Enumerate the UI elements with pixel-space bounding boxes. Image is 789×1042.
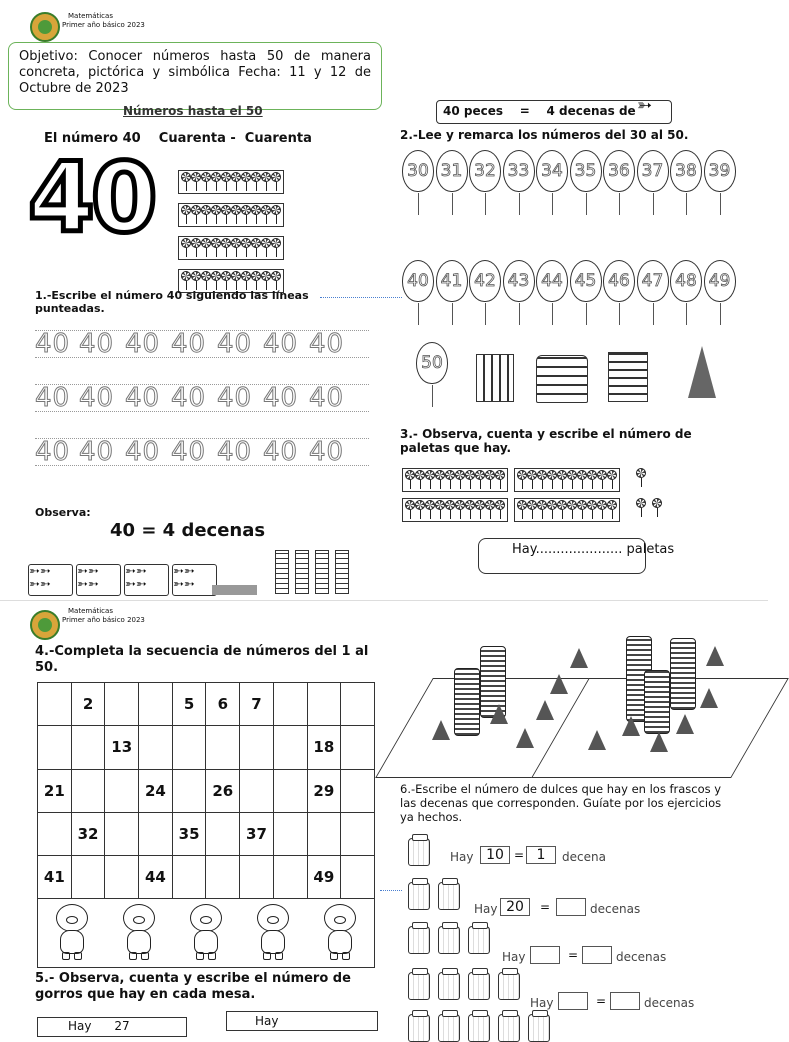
lollipop-icon xyxy=(445,500,455,520)
fish-groups xyxy=(28,564,217,596)
fish-box: ➳➳ ➳➳ xyxy=(28,564,73,596)
trace-lines xyxy=(35,330,369,466)
trace-number: 40 xyxy=(79,437,115,467)
grid-row xyxy=(38,856,375,899)
lollipop-groups xyxy=(178,170,284,293)
number-grid xyxy=(37,682,375,899)
page-divider xyxy=(0,600,768,601)
ex6-row: Hay 10 = 1 decena xyxy=(408,832,748,872)
grid-row xyxy=(38,683,375,726)
grid-cell[interactable] xyxy=(240,856,274,899)
grid-cell[interactable] xyxy=(105,812,139,855)
lollipop-icon xyxy=(405,470,415,490)
balloon-number: 33 xyxy=(503,150,535,192)
fish-box: ➳➳ ➳➳ xyxy=(124,564,169,596)
balloon-number: 49 xyxy=(704,260,736,302)
lollipop-icon xyxy=(445,470,455,490)
lollipop-group xyxy=(514,468,620,492)
lollipop-icon xyxy=(567,500,577,520)
lollipop-group xyxy=(514,498,620,522)
lollipop-icon xyxy=(587,500,597,520)
lollipop-icon xyxy=(517,500,527,520)
grid-cell[interactable] xyxy=(38,812,72,855)
grid-cell[interactable] xyxy=(307,683,341,726)
lollipop-group xyxy=(178,236,284,260)
lollipop-icon xyxy=(415,470,425,490)
lollipop-icon xyxy=(211,205,221,225)
trace-number: 40 xyxy=(35,329,71,359)
grid-cell[interactable] xyxy=(273,683,307,726)
cake-icon xyxy=(536,355,588,403)
lollipop-icon xyxy=(517,470,527,490)
lollipop-icon xyxy=(271,205,281,225)
equation: 40 = 4 decenas xyxy=(110,520,266,541)
number-title: El número 40 Cuarenta - Cuarenta xyxy=(44,131,312,146)
grid-cell[interactable] xyxy=(273,769,307,812)
lollipop-icon xyxy=(261,172,271,192)
balloon-number: 39 xyxy=(704,150,736,192)
grid-cell[interactable] xyxy=(172,856,206,899)
paletas-groups xyxy=(402,468,662,522)
grid-cell[interactable] xyxy=(172,769,206,812)
lollipop-icon xyxy=(181,238,191,258)
grid-cell[interactable] xyxy=(206,812,240,855)
lollipop-icon xyxy=(587,470,597,490)
balloon-number: 44 xyxy=(536,260,568,302)
lollipop-icon xyxy=(181,172,191,192)
lollipop-icon xyxy=(567,470,577,490)
grid-cell[interactable] xyxy=(105,683,139,726)
jar-icon xyxy=(468,972,490,1000)
tens-box[interactable] xyxy=(582,946,612,964)
grid-cell[interactable] xyxy=(273,812,307,855)
lollipop-icon xyxy=(405,500,415,520)
grid-cell: 24 xyxy=(139,769,173,812)
big-number: 40 xyxy=(28,142,154,254)
jar-icon xyxy=(408,882,430,910)
ex5-answer-box-1[interactable]: Hay 27 xyxy=(37,1017,187,1037)
fish-icon: ➳ xyxy=(637,95,653,116)
balloons-row-2 xyxy=(402,260,736,302)
lollipop-icon xyxy=(201,172,211,192)
grid-cell: 7 xyxy=(240,683,274,726)
trace-number: 40 xyxy=(217,383,253,413)
lollipop-icon xyxy=(241,205,251,225)
lollipop-icon xyxy=(485,500,495,520)
grid-cell[interactable] xyxy=(206,856,240,899)
pig-icon xyxy=(51,904,93,962)
ex1-title: 1.-Escribe el número 40 siguiendo las líneas punteadas. xyxy=(35,289,309,315)
objective-box: Objetivo: Conocer números hasta 50 de manera concreta, pictórica y simbólica Fecha: 11 y 12 de Octubre de 2023 xyxy=(8,42,382,110)
lollipop-icon xyxy=(435,500,445,520)
hat-icon xyxy=(706,646,724,666)
lollipop-icon xyxy=(241,271,251,291)
trace-number: 40 xyxy=(309,437,345,467)
hat-icon xyxy=(516,728,534,748)
balloon-number: 43 xyxy=(503,260,535,302)
header-grade: Primer año básico 2023 xyxy=(62,21,145,29)
header-subject: Matemáticas xyxy=(68,607,113,615)
hat-icon xyxy=(570,648,588,668)
balloon-number: 48 xyxy=(670,260,702,302)
trace-row xyxy=(35,438,369,466)
lollipop-group xyxy=(178,203,284,227)
grid-cell[interactable] xyxy=(341,812,375,855)
balloon-number: 30 xyxy=(402,150,434,192)
lollipop-icon xyxy=(261,271,271,291)
grid-cell[interactable] xyxy=(341,769,375,812)
trace-number: 40 xyxy=(217,437,253,467)
tens-blocks xyxy=(275,550,349,594)
lollipop-icon xyxy=(425,470,435,490)
grid-cell[interactable] xyxy=(341,856,375,899)
lollipop-icon xyxy=(181,205,191,225)
grid-cell[interactable] xyxy=(341,683,375,726)
balloon-number: 40 xyxy=(402,260,434,302)
pig-icon xyxy=(252,904,294,962)
grid-cell[interactable] xyxy=(71,769,105,812)
pig-icon xyxy=(319,904,361,962)
grid-cell: 21 xyxy=(38,769,72,812)
lollipop-icon xyxy=(211,172,221,192)
hat-icon xyxy=(536,700,554,720)
school-logo-icon xyxy=(30,610,60,640)
hat-icon xyxy=(700,688,718,708)
lollipop-icon xyxy=(607,470,617,490)
tens-box[interactable] xyxy=(556,898,586,916)
fish-box: ➳➳ ➳➳ xyxy=(76,564,121,596)
balloon-number: 45 xyxy=(570,260,602,302)
balloon-number: 31 xyxy=(436,150,468,192)
trace-number: 40 xyxy=(217,329,253,359)
lollipop-icon xyxy=(261,205,271,225)
lollipop-icon xyxy=(231,238,241,258)
count-box[interactable]: 10 xyxy=(480,846,510,864)
lollipop-icon xyxy=(577,470,587,490)
trace-number: 40 xyxy=(125,383,161,413)
balloon-number: 42 xyxy=(469,260,501,302)
hat-icon xyxy=(650,732,668,752)
grid-cell: 49 xyxy=(307,856,341,899)
lollipop-icon xyxy=(241,172,251,192)
grid-cell: 29 xyxy=(307,769,341,812)
balloons-row-1 xyxy=(402,150,736,192)
grid-cell[interactable] xyxy=(273,726,307,769)
grid-cell[interactable] xyxy=(139,726,173,769)
lollipop-icon xyxy=(547,470,557,490)
trace-number: 40 xyxy=(125,329,161,359)
grid-cell: 44 xyxy=(139,856,173,899)
trace-number: 40 xyxy=(171,437,207,467)
lollipop-icon xyxy=(485,470,495,490)
grid-cell: 41 xyxy=(38,856,72,899)
hat-icon xyxy=(622,716,640,736)
lollipop-icon xyxy=(191,238,201,258)
grid-cell[interactable] xyxy=(139,812,173,855)
lollipop-icon xyxy=(607,500,617,520)
grid-cell[interactable] xyxy=(38,683,72,726)
lollipop-group xyxy=(402,468,508,492)
grid-cell: 2 xyxy=(71,683,105,726)
grid-cell: 5 xyxy=(172,683,206,726)
lollipop-icon xyxy=(271,271,281,291)
lollipop-icon xyxy=(251,172,261,192)
lollipop-icon xyxy=(191,172,201,192)
jar-icon xyxy=(408,1014,430,1042)
ex6-row: Hay 20 = decenas xyxy=(408,872,748,916)
pigs-row xyxy=(37,898,375,968)
hat-icon xyxy=(490,704,508,724)
balloon-50: 50 xyxy=(416,342,448,384)
lollipop-icon xyxy=(221,238,231,258)
fish-box: ➳➳ ➳➳ xyxy=(172,564,217,596)
party-hat-icon xyxy=(688,346,716,398)
jar-icon xyxy=(468,1014,490,1042)
dotted-connector xyxy=(320,297,402,298)
hat-icon xyxy=(432,720,450,740)
jar-icon xyxy=(528,1014,550,1042)
lollipop-icon xyxy=(527,500,537,520)
balloon-number: 32 xyxy=(469,150,501,192)
balloon-number: 36 xyxy=(603,150,635,192)
trace-number: 40 xyxy=(309,383,345,413)
lollipop-icon xyxy=(425,500,435,520)
grid-cell: 37 xyxy=(240,812,274,855)
count-box[interactable] xyxy=(558,992,588,1010)
ex6-title: 6.-Escribe el número de dulces que hay en los frascos y las decenas que corresponden. Guíate por los ejercicios ya hechos. xyxy=(400,782,722,824)
grid-cell: 26 xyxy=(206,769,240,812)
lollipop-icon xyxy=(577,500,587,520)
grid-cell[interactable] xyxy=(172,726,206,769)
lollipop-icon xyxy=(201,271,211,291)
lollipop-icon xyxy=(191,271,201,291)
lollipop-icon xyxy=(495,500,505,520)
ex5-title: 5.- Observa, cuenta y escribe el número de gorros que hay en cada mesa. xyxy=(35,971,351,1002)
subtitle: Números hasta el 50 xyxy=(123,104,263,118)
lollipop-group xyxy=(402,498,508,522)
school-logo-icon xyxy=(30,12,60,42)
lollipop-icon xyxy=(557,500,567,520)
observa-label: Observa: xyxy=(35,506,91,519)
lollipop-icon xyxy=(211,271,221,291)
grid-cell: 35 xyxy=(172,812,206,855)
lollipop-icon xyxy=(527,470,537,490)
fish-sentence: 40 peces = 4 decenas de xyxy=(443,104,636,118)
trace-number: 40 xyxy=(171,383,207,413)
balloon-number: 46 xyxy=(603,260,635,302)
lollipop-icon xyxy=(181,271,191,291)
lollipop-icon xyxy=(201,238,211,258)
ex2-title: 2.-Lee y remarca los números del 30 al 50. xyxy=(400,128,689,142)
trace-number: 40 xyxy=(263,383,299,413)
pig-icon xyxy=(185,904,227,962)
lollipop-icon xyxy=(191,205,201,225)
lollipop-icon xyxy=(475,500,485,520)
grid-cell: 32 xyxy=(71,812,105,855)
lollipop-icon xyxy=(271,238,281,258)
grid-cell[interactable] xyxy=(105,856,139,899)
grid-cell[interactable] xyxy=(105,769,139,812)
jar-icon xyxy=(438,972,460,1000)
lollipop-icon xyxy=(261,238,271,258)
dotted-connector xyxy=(380,890,402,891)
grid-cell: 6 xyxy=(206,683,240,726)
lollipop-icon xyxy=(547,500,557,520)
lollipop-icon xyxy=(557,470,567,490)
lollipop-icon xyxy=(231,172,241,192)
balloon-number: 47 xyxy=(637,260,669,302)
trace-number: 40 xyxy=(309,329,345,359)
lollipop-icon xyxy=(537,470,547,490)
lollipop-icon xyxy=(475,470,485,490)
trace-row xyxy=(35,384,369,412)
jar-icon xyxy=(408,926,430,954)
balloon-number: 38 xyxy=(670,150,702,192)
grid-cell[interactable] xyxy=(240,769,274,812)
lollipop-icon xyxy=(435,470,445,490)
ex6-row: Hay = decenas xyxy=(408,966,748,1010)
lollipop-icon xyxy=(455,500,465,520)
ex6-row-partial xyxy=(408,1014,550,1042)
lollipop-icon xyxy=(231,271,241,291)
lollipop-icon xyxy=(537,500,547,520)
tens-box[interactable] xyxy=(610,992,640,1010)
balloon-number: 34 xyxy=(536,150,568,192)
lollipop-icon xyxy=(251,205,261,225)
lollipop-icon xyxy=(221,172,231,192)
jar-icon xyxy=(408,838,430,866)
hat-icon xyxy=(588,730,606,750)
grid-cell[interactable] xyxy=(71,726,105,769)
count-box[interactable] xyxy=(530,946,560,964)
jar-icon xyxy=(408,972,430,1000)
grid-cell[interactable] xyxy=(38,726,72,769)
grid-cell[interactable] xyxy=(341,726,375,769)
tables-with-hats xyxy=(400,628,762,780)
ex6-row: Hay = decenas xyxy=(408,920,748,964)
grid-cell: 13 xyxy=(105,726,139,769)
pig-icon xyxy=(118,904,160,962)
lollipop-icon xyxy=(221,271,231,291)
trace-row xyxy=(35,330,369,358)
jar-icon xyxy=(438,1014,460,1042)
lollipop-icon xyxy=(271,172,281,192)
jar-icon xyxy=(438,882,460,910)
lollipop-icon xyxy=(251,238,261,258)
header-grade: Primer año básico 2023 xyxy=(62,616,145,624)
trace-number: 40 xyxy=(79,329,115,359)
ex5-answer-box-2[interactable]: Hay xyxy=(226,1011,378,1031)
trace-number: 40 xyxy=(35,437,71,467)
trace-number: 40 xyxy=(263,437,299,467)
lollipop-icon xyxy=(221,205,231,225)
lollipop-icon xyxy=(495,470,505,490)
jar-icon xyxy=(498,1014,520,1042)
lollipop-icon xyxy=(455,470,465,490)
grid-cell[interactable] xyxy=(273,856,307,899)
grid-cell[interactable] xyxy=(307,812,341,855)
jar-icon xyxy=(498,972,520,1000)
lollipop-icon xyxy=(251,271,261,291)
grid-cell[interactable] xyxy=(139,683,173,726)
trace-number: 40 xyxy=(263,329,299,359)
grid-row xyxy=(38,812,375,855)
jar-icon xyxy=(438,926,460,954)
balloon-number: 37 xyxy=(637,150,669,192)
grid-cell[interactable] xyxy=(206,726,240,769)
tens-box[interactable]: 1 xyxy=(526,846,556,864)
lollipop-icon xyxy=(597,500,607,520)
lollipop-icon xyxy=(211,238,221,258)
hat-icon xyxy=(550,674,568,694)
grid-cell[interactable] xyxy=(71,856,105,899)
trace-number: 40 xyxy=(125,437,161,467)
gift-icon xyxy=(476,354,514,402)
ex4-title: 4.-Completa la secuencia de números del 1 al 50. xyxy=(35,644,369,675)
lollipop-icon xyxy=(597,470,607,490)
trace-number: 40 xyxy=(79,383,115,413)
count-box[interactable]: 20 xyxy=(500,898,530,916)
arrow-icon xyxy=(212,585,257,595)
lollipop-icon xyxy=(465,500,475,520)
fish-sentence-box xyxy=(436,95,672,124)
grid-cell[interactable] xyxy=(240,726,274,769)
lollipop-icon xyxy=(465,470,475,490)
trace-number: 40 xyxy=(35,383,71,413)
grid-row xyxy=(38,726,375,769)
grid-row xyxy=(38,769,375,812)
lollipop-icon xyxy=(241,238,251,258)
lollipop-icon xyxy=(415,500,425,520)
hay-paletas-text: Hay..................... paletas xyxy=(512,542,675,557)
gift-icon xyxy=(608,352,648,402)
grid-cell: 18 xyxy=(307,726,341,769)
hat-icon xyxy=(676,714,694,734)
lollipop-icon xyxy=(231,205,241,225)
ex3-title: 3.- Observa, cuenta y escribe el número de paletas que hay. xyxy=(400,427,692,455)
balloon-number: 35 xyxy=(570,150,602,192)
header-subject: Matemáticas xyxy=(68,12,113,20)
jar-icon xyxy=(468,926,490,954)
lollipop-icon xyxy=(201,205,211,225)
lollipop-group xyxy=(178,170,284,194)
balloon-number: 41 xyxy=(436,260,468,302)
trace-number: 40 xyxy=(171,329,207,359)
